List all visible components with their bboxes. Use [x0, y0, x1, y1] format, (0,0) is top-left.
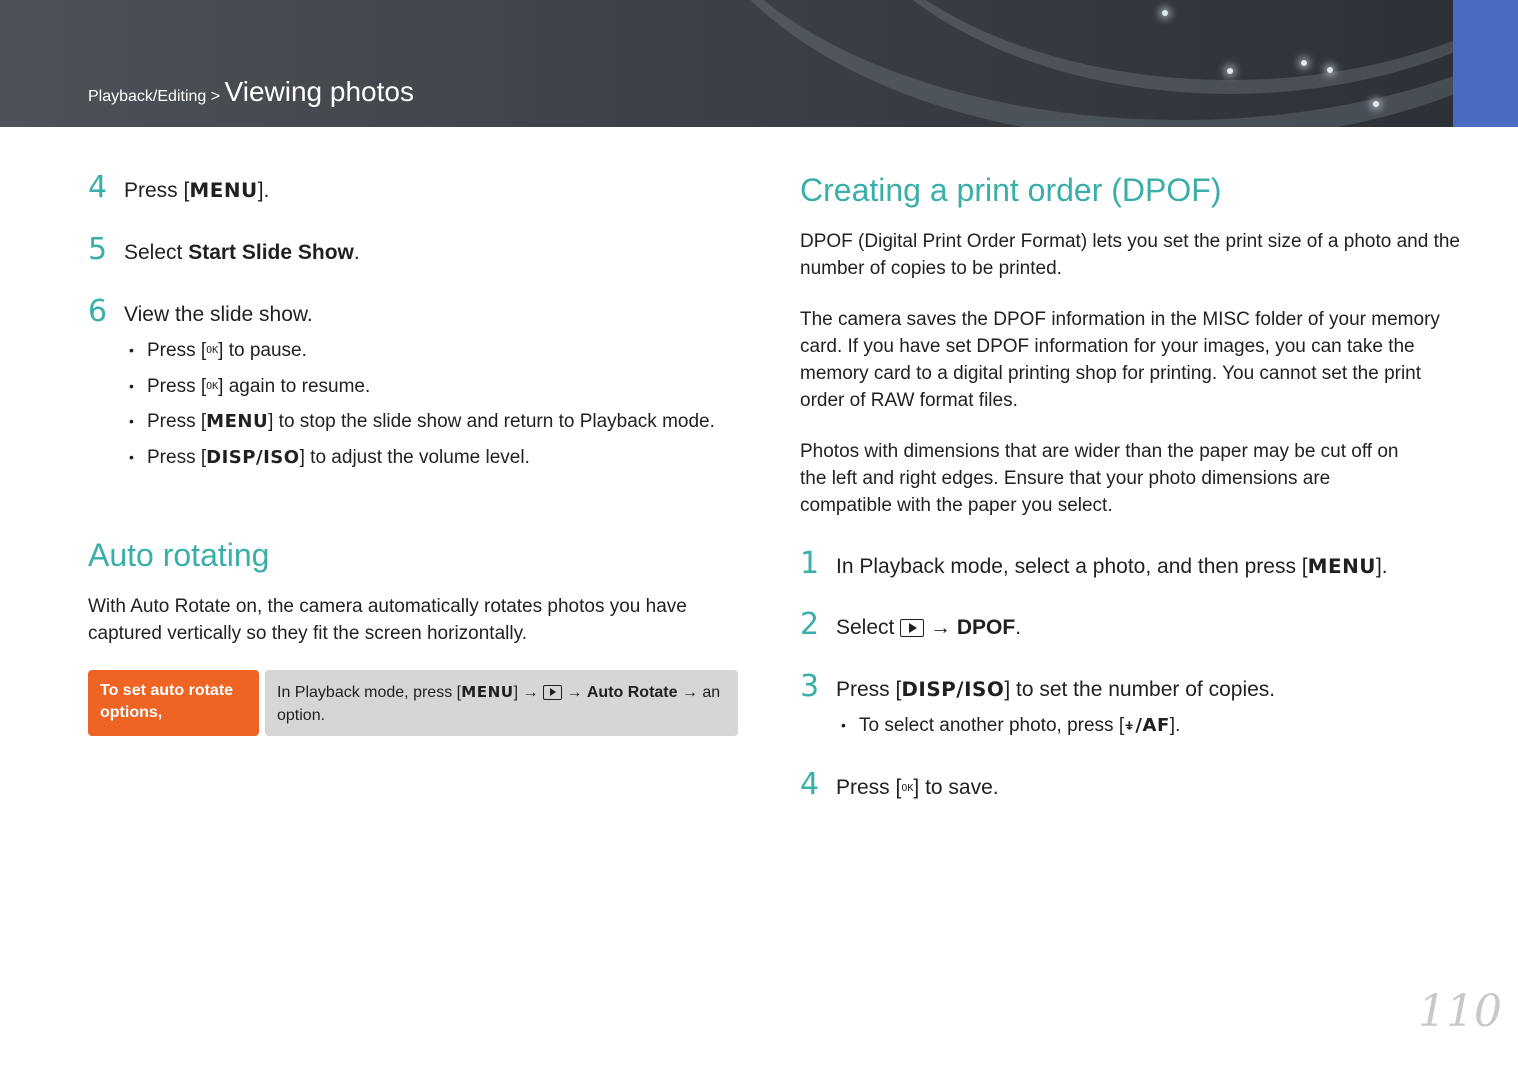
step-text: In Playback mode, select a photo, and then press [MENU]. — [836, 554, 1388, 578]
section-title-dpof: Creating a print order (DPOF) — [800, 172, 1222, 208]
menu-key-icon: MENU — [461, 683, 514, 701]
tip-body: In Playback mode, press [MENU] → → Auto Rotate → an option. — [265, 670, 738, 736]
playback-icon — [900, 619, 924, 637]
step-text: Select Start Slide Show. — [124, 241, 360, 264]
header-sparkle — [1301, 60, 1307, 66]
step-4-save — [800, 767, 999, 802]
bullet-item: • Press [DISP/ISO] to adjust the volume level. — [147, 447, 530, 469]
bullet-item: • To select another photo, press [⍖/AF]. — [859, 715, 1180, 737]
breadcrumb — [88, 76, 414, 108]
header-sparkle — [1373, 101, 1379, 107]
section-title-auto-rotating: Auto rotating — [88, 537, 270, 573]
step-2 — [800, 607, 1021, 642]
step-5 — [88, 232, 360, 267]
disp-iso-key-icon: DISP/ISO — [206, 447, 300, 468]
disp-iso-key-icon: DISP/ISO — [901, 677, 1005, 701]
bullet-item: • Press [MENU] to stop the slide show and return to Playback mode. — [147, 411, 715, 433]
playback-icon — [543, 685, 562, 700]
menu-key-icon: MENU — [1307, 554, 1376, 578]
ok-button-icon: OK — [901, 782, 914, 794]
paragraph: Photos with dimensions that are wider than the paper may be cut off on the left and right edges. Ensure that your photo dimensions are compatible with the paper you select. — [800, 441, 1399, 516]
step-number: 2 — [800, 607, 820, 642]
step-4 — [88, 170, 269, 205]
menu-key-icon: MENU — [189, 178, 258, 202]
step-text: Press [DISP/ISO] to set the number of copies. — [836, 677, 1276, 701]
paragraph: DPOF (Digital Print Order Format) lets you set the print size of a photo and the number of copies to be printed. — [800, 231, 1460, 279]
header-sparkle — [1327, 67, 1333, 73]
step-3 — [800, 669, 1275, 704]
step-text: Press [OK] to save. — [836, 776, 999, 799]
page-header — [0, 0, 1518, 127]
ok-button-icon: OK — [206, 381, 219, 393]
header-sparkle — [1227, 68, 1233, 74]
tip-label: To set auto rotate options, — [88, 670, 259, 736]
step-6 — [88, 294, 313, 329]
chapter-tab — [1453, 0, 1518, 127]
step-number: 4 — [800, 767, 820, 802]
header-sparkle — [1162, 10, 1168, 16]
section-paragraph: With Auto Rotate on, the camera automatically rotates photos you have captured vertically so they fit the screen horizontally. — [88, 596, 687, 644]
timer-af-key-icon: ⍖/AF — [1124, 715, 1170, 736]
step-number: 1 — [800, 546, 820, 581]
page-number: 110 — [1418, 986, 1502, 1037]
bullet-item: • Press [OK] again to resume. — [147, 376, 370, 398]
step-number: 6 — [88, 294, 108, 329]
step-text: View the slide show. — [124, 303, 313, 326]
menu-key-icon: MENU — [206, 411, 269, 432]
paragraph: The camera saves the DPOF information in the MISC folder of your memory card. If you have set DPOF information for your images, you can take the memory card to a digital printing shop for printing. You cannot set the print order of RAW format files. — [800, 309, 1440, 411]
ok-button-icon: OK — [206, 345, 219, 357]
step-number: 3 — [800, 669, 820, 704]
bullet-item: • Press [OK] to pause. — [147, 340, 307, 362]
step-text: Select → DPOF. — [836, 616, 1022, 639]
page-title: Viewing photos — [224, 76, 414, 107]
step-text: Press [MENU]. — [124, 178, 270, 202]
breadcrumb-separator: > — [210, 88, 221, 105]
step-1 — [800, 546, 1388, 581]
step-number: 4 — [88, 170, 108, 205]
breadcrumb-parent[interactable]: Playback/Editing — [88, 88, 207, 105]
step-number: 5 — [88, 232, 108, 267]
